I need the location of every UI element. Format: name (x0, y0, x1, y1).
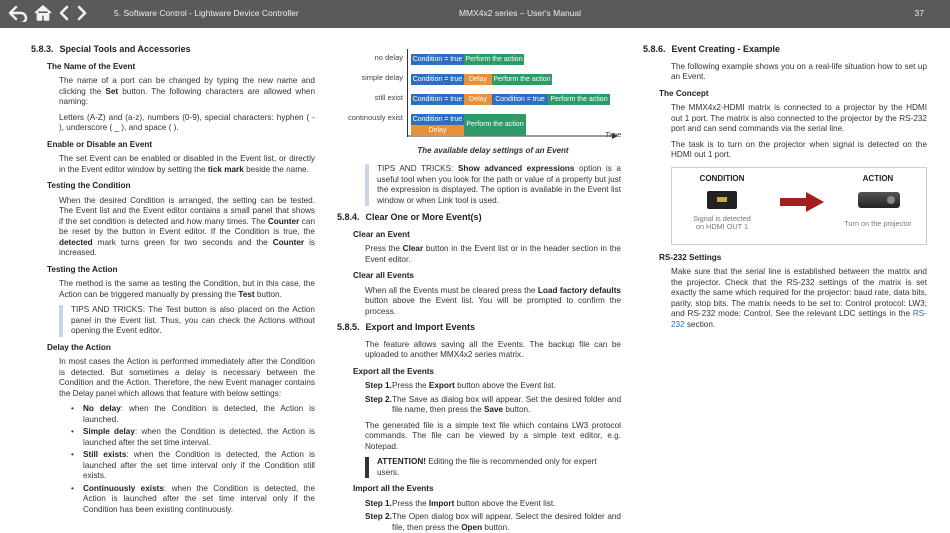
condition-text: Signal is detected on HDMI OUT 1 (693, 213, 751, 232)
subheading-import: Import all the Events (353, 484, 434, 494)
paragraph: Letters (A-Z) and (a-z), numbers (0-9), special characters: hyphen ( - ), underscore ( _ ), and space ( ). (59, 112, 315, 133)
document-title: MMX4x2 series – User's Manual (458, 8, 582, 18)
subheading-testing-action: Testing the Action (47, 264, 118, 274)
condition-box: Condition = true (412, 96, 463, 103)
paragraph: Press the Clear button in the Event list or in the header section in the Event editor. (365, 244, 621, 264)
projector-icon (858, 192, 900, 208)
list-item: • Simple delay: when the Condition is detected, the Action is launched after the set time interval. (69, 427, 315, 448)
diagram-label-simple-delay: simple delay (361, 73, 403, 82)
attention-box: ATTENTION! Editing the file is recommended only for expert users. (365, 457, 621, 478)
section-heading-5-8-6: 5.8.6. Event Creating - Example (643, 44, 781, 54)
paragraph: When all the Events must be cleared press the Load factory defaults button above the Event list. You will be prompted to confirm the process. (365, 285, 621, 316)
step-item: Step 2. The Save as dialog box will appear. Set the desired folder and file name, then press the Save button. (365, 394, 621, 415)
subheading-clear-all: Clear all Events (353, 271, 414, 281)
delay-box: Delay (464, 94, 492, 105)
action-box: Perform the action (493, 76, 551, 83)
tips-box: TIPS AND TRICKS: The Test button is also placed on the Action panel in the Event list. Thus, you can check the Actions without opening the Event editor. (59, 305, 315, 337)
step-item: Step 2. The Open dialog box will appear. Select the desired folder and file, then press the Open button. (365, 512, 621, 532)
event-example-figure (671, 167, 927, 245)
arrow-right-icon (780, 192, 824, 212)
subheading-testing-condition: Testing the Condition (47, 181, 131, 191)
top-bar (0, 0, 950, 28)
subheading-name-of-event: The Name of the Event (47, 61, 136, 71)
paragraph: When the desired Condition is arranged, the setting can be tested. The Event list and the Event editor contains a small panel that shows if the set condition is detected and how many times. The Counter can be reset by the button in Event editor. If the Condition is true, the detected mark turns green for two seconds and the Counter is increased. (59, 195, 316, 258)
step-item: Step 1. Press the Export button above the Event list. (365, 381, 556, 391)
condition-box: Condition = true (492, 94, 548, 105)
list-item: • Still exists: when the Condition is detected, the Action is launched after the set time interval only if the Condition still exists. (69, 450, 315, 482)
subheading-delay-action: Delay the Action (47, 342, 111, 352)
time-axis-label: Time (605, 130, 622, 139)
column-1 (31, 44, 315, 521)
delay-box: Delay (464, 74, 492, 85)
subheading-clear-event: Clear an Event (353, 229, 410, 239)
step-item: Step 1. Press the Import button above the Event list. (365, 498, 556, 508)
paragraph: The MMX4x2-HDMI matrix is connected to a projector by the HDMI out 1 port. The matrix is also connected to the projector by the RS-232 port and can send commands via the serial line. (671, 103, 927, 134)
condition-heading: CONDITION (699, 173, 745, 183)
diagram-y-axis (407, 49, 408, 137)
subheading-rs232: RS-232 Settings (659, 252, 722, 262)
delay-box: Delay (411, 125, 464, 136)
paragraph: The generated file is a simple text file which contains LW3 protocol commands. The file can be viewed by a simple text editor, e.g. Notepad. (365, 420, 621, 451)
delay-diagram (337, 44, 621, 142)
condition-box: Condition = true (412, 76, 463, 83)
subheading-concept: The Concept (659, 88, 709, 98)
list-item: • No delay: when the Condition is detected, the Action is launched. (69, 404, 315, 425)
page-number: 37 (914, 8, 924, 18)
diagram-label-still-exist: still exist (374, 93, 403, 102)
action-heading: ACTION (862, 173, 894, 183)
action-box: Perform the action (465, 56, 523, 63)
paragraph: The following example shows you on a real-life situation how to set up an Event. (671, 61, 927, 82)
paragraph: The method is the same as testing the Condition, but in this case, the Action can be triggered manually by pressing the Test button. (59, 279, 315, 299)
paragraph: The name of a port can be changed by typing the new name and clicking the Set button. The following characters are allowed when naming: (59, 76, 315, 107)
diagram-label-no-delay: no delay (374, 53, 403, 62)
list-item: • Continuously exists: when the Condition is detected, the Action is launched after the set time interval only if the Condition has been existing continuously. (69, 484, 315, 516)
action-box: Perform the action (464, 114, 526, 136)
paragraph: The set Event can be enabled or disabled in the Event list, or directly in the Event editor window by setting the tick mark beside the name. (59, 154, 315, 174)
paragraph: In most cases the Action is performed immediately after the Condition is detected. But sometimes a delay is necessary between the Condition and the Action. Therefore, the new Event manager contains the Delay panel which allows that feature with below settings: (59, 357, 315, 398)
diagram-label-continuously-exist: continously exist (347, 113, 403, 122)
diagram-caption: The available delay settings of an Event (417, 146, 569, 155)
paragraph: Make sure that the serial line is established between the matrix and the projector. Check that the RS-232 settings of the matrix is set exactly the same which required for the projector: baud rate, data bits, parity, stop bits. The matrix needs to be set to: Control protocol: LW3; and RS-232 mode: Control. See the relevant LDC settings in the RS-232 section. (671, 267, 927, 329)
subheading-enable-disable: Enable or Disable an Event (47, 139, 153, 149)
section-heading-5-8-3: 5.8.3. Special Tools and Accessories (31, 44, 191, 54)
action-box: Perform the action (548, 94, 610, 105)
section-heading-5-8-5: 5.8.5. Export and Import Events (337, 322, 476, 333)
chapter-title: 5. Software Control - Lightware Device Controller (114, 8, 299, 18)
column-2 (337, 44, 621, 533)
paragraph: The feature allows saving all the Events. The backup file can be uploaded to another MMX4x2 series matrix. (365, 339, 621, 360)
action-text: Turn on the projector (844, 218, 912, 228)
delay-options-list (69, 404, 315, 515)
condition-box: Condition = true (412, 116, 463, 123)
rs232-link[interactable]: RS-232 (671, 309, 927, 329)
matrix-device-icon (707, 191, 737, 209)
subheading-export: Export all the Events (353, 366, 434, 376)
paragraph: The task is to turn on the projector when signal is detected on the HDMI out 1 port. (671, 139, 927, 160)
condition-box: Condition = true (412, 56, 463, 63)
column-3 (643, 44, 927, 335)
tips-box: TIPS AND TRICKS: Show advanced expressions option is a useful tool when you look for the path or value of a property but just the expression is displayed. The option is available in the Event list window or when Link tool is used. (365, 164, 621, 206)
section-heading-5-8-4: 5.8.4. Clear One or More Event(s) (337, 212, 482, 223)
